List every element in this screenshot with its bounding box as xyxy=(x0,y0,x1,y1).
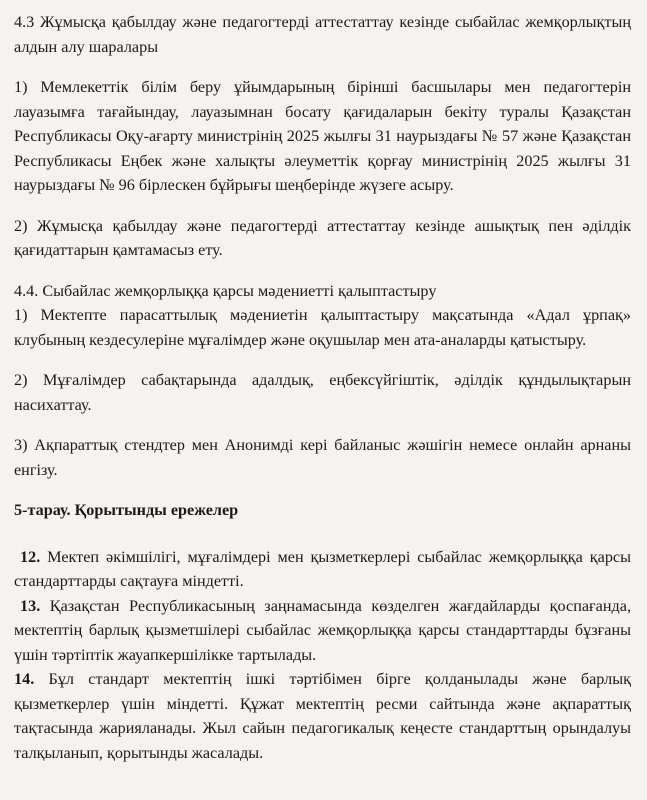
paragraph-13-text: Қазақстан Республикасының заңнамасында көзделген жағдайларды қоспағанда, мектептің барлық қызметшілері сыбайлас жемқорлыққа қарсы стандарттарды бұзғаны үшін тәртіптік жауапкершілікке тартылады. xyxy=(14,596,631,664)
paragraph-12-number: 12. xyxy=(20,547,41,566)
paragraph-14 xyxy=(14,667,631,765)
chapter-5-title: 5-тарау. Қорытынды ережелер xyxy=(14,501,239,519)
paragraph-12 xyxy=(14,545,631,594)
section-4-4-item-2: 2) Мұғалімдер сабақтарында адалдық, еңбексүйгіштік, әділдік құндылықтарын насихаттау. xyxy=(14,371,631,414)
section-4-4-item-1: 1) Мектепте парасаттылық мәдениетін қалыптастыру мақсатында «Адал ұрпақ» клубының кездесулеріне мұғалімдер және оқушылар мен ата-аналарды қатыстыру. xyxy=(14,306,631,349)
paragraph-14-text: Бұл стандарт мектептің ішкі тәртібімен бірге қолданылады және барлық қызметкерлер үшін міндетті. Құжат мектептің ресми сайтында және ақпараттық тақтасында жарияланады. Жыл сайын педагогикалық кеңесте стандарттың орындалуы талқыланып, қорытынды жасалады. xyxy=(14,670,631,762)
paragraph-12-text: Мектеп әкімшілігі, мұғалімдері мен қызметкерлері сыбайлас жемқорлыққа қарсы стандарттарды сақтауға міндетті. xyxy=(14,547,631,590)
section-4-4-item-3: 3) Ақпараттық стендтер мен Анонимді кері байланыс жәшігін немесе онлайн арнаны енгізу. xyxy=(14,436,631,479)
section-4-4-heading: 4.4. Сыбайлас жемқорлыққа қарсы мәдениетті қалыптастыру xyxy=(14,281,437,300)
section-4-3-heading: 4.3 Жұмысқа қабылдау және педагогтерді аттестаттау кезінде сыбайлас жемқорлықтың алдын алу шаралары xyxy=(14,13,631,56)
paragraph-13-number: 13. xyxy=(20,596,41,615)
paragraph-13 xyxy=(14,594,631,668)
section-4-3-item-1: 1) Мемлекеттік білім беру ұйымдарының бірінші басшылары мен педагогтерін лауазымға тағайындау, лауазымнан босату қағидаларын бекіту туралы Қазақстан Республикасы Оқу-ағарту министрінің 2025 жылғы 31 наурыздағы № 57 және Қазақстан Республикасы Еңбек және халықты әлеуметтік қорғау министрінің 2025 жылғы 31 наурыздағы № 96 бірлескен бұйрығы шеңберінде жүзеге асыру. xyxy=(14,78,631,194)
section-4-3-item-2: 2) Жұмысқа қабылдау және педагогтерді аттестаттау кезінде ашықтық пен әділдік қағидаттарын қамтамасыз ету. xyxy=(14,216,631,259)
paragraph-14-number: 14. xyxy=(14,670,35,688)
